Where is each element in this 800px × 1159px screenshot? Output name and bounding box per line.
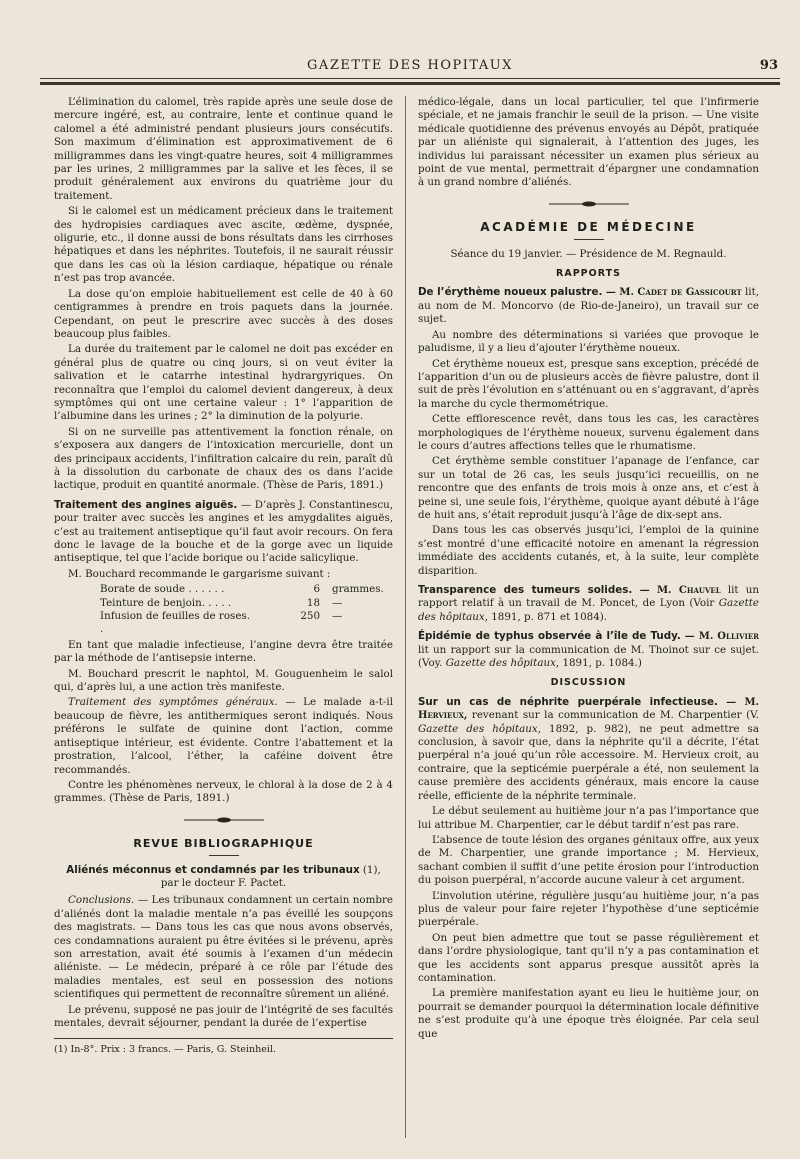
article-author: — M. Ollivier [680, 631, 759, 643]
subsection-title-rapports: RAPPORTS [556, 268, 621, 280]
footnote: (1) In-8°. Prix : 3 francs. — Paris, G. Steinheil. [54, 1044, 276, 1056]
paragraph: On peut bien admettre que tout se passe régulièrement et dans l’ordre physiologique, tant qu’il n’y a pas contamination et que les accidents sont apparus presque aussitôt après la contamination. [418, 931, 759, 984]
article-text: lit un rapport relatif à un travail de M. Poncet, de Lyon (Voir [418, 584, 759, 610]
journal-citation: Gazette des hôpitaux [445, 657, 556, 670]
article-title: De l’érythème noueux palustre. [418, 286, 603, 299]
book-author: par le docteur F. Pactet. [160, 876, 287, 889]
article-angines [54, 499, 393, 566]
article-text: lit un rapport sur la communication de M. Thoinot sur ce sujet. (Voy. [418, 643, 759, 670]
paragraph: En tant que maladie infectieuse, l’angine devra être traitée par la méthode de l’antisepsie interne. [54, 638, 393, 665]
italic-lead: Traitement des symptômes généraux. [68, 696, 278, 709]
article-title: Épidémie de typhus observée à l’île de Tudy. [418, 630, 681, 643]
article-author: — M. Hervieux, [418, 696, 759, 722]
section-title-revue: REVUE BIBLIOGRAPHIQUE [133, 837, 314, 851]
gargarism-recipe [100, 583, 393, 637]
article-text: , 1892, p. 982), ne peut admettre sa conclusion, à savoir que, dans la néphrite qu’il a décrite, l’état puerpéral n’a joué qu’un rôle accessoire. M. Hervieux croit, au contraire, que la septicémie puerpérale a été, non seulement la cause première des accidents généraux, mais encore la cause réelle, efficiente de la néphrite terminale. [418, 722, 759, 802]
paragraph: M. Bouchard recommande le gargarisme suivant : [68, 567, 331, 580]
paragraph [54, 894, 393, 1001]
paragraph: Au nombre des déterminations si variées que provoque le paludisme, il y a lieu d’ajouter l’érythème noueux. [418, 328, 759, 355]
ingredient-unit: grammes. [332, 583, 384, 596]
ingredient-unit: — [332, 610, 343, 623]
journal-citation: Gazette des hôpitaux [418, 597, 759, 623]
paragraph: Cet érythème noueux est, presque sans exception, précédé de l’apparition d’un ou de plusieurs accès de fièvre palustre, dont il suit de près l’évolution en s’atténuant ou en s’aggravant, d’après la marche du cycle thermométrique. [418, 357, 759, 410]
paragraph-text: — Les tribunaux condamnent un certain nombre d’aliénés dont la maladie mentale n’a pas éveillé les soupçons des magistrats. — Dans tous les cas que nous avons observés, ces condamnations auraient pu être évitées si le prévenu, après son arrestation, avait été soumis à l’examen d’un médecin aliéniste. — Le médecin, préparé à ce rôle par l’étude des maladies mentales, est seul en possession des notions scientifiques qui permettent de reconnaître sûrement un aliéné. [54, 894, 393, 1001]
paragraph: médico-légale, dans un local particulier, tel que l’infirmerie spéciale, et ne jamais franchir le seuil de la prison. — Une visite médicale quotidienne des prévenus envoyés au Dépôt, pratiquée par un aliéniste qui signalerait, à l’attention des juges, les individus lui paraissant nécessiter un examen plus sérieux au point de vue mental, permettrait d’épargner une condamnation à un grand nombre d’aliénés. [418, 96, 759, 189]
paragraph: La durée du traitement par le calomel ne doit pas excéder en général plus de quatre ou cinq jours, si on veut éviter la salivation et le catarrhe intestinal hydrargyriques. On reconnaîtra que l’emploi du calomel devient dangereux, à deux symptômes qui ont une certaine valeur : 1° l’apparition de l’albumine dans les urines ; 2° la diminution de la polyurie. [54, 343, 393, 423]
article-author: — M. Cadet de Gassicourt [602, 287, 742, 299]
paragraph [54, 696, 393, 776]
paragraph: Cette efflorescence revêt, dans tous les cas, les caractères morphologiques de l’érythème noueux, survenu également dans le cours d’autres affections telles que le rhumatisme. [418, 413, 759, 452]
session-line: Séance du 19 janvier. — Présidence de M. Regnauld. [450, 247, 727, 260]
recipe-row [100, 597, 393, 610]
header-rule-thick [40, 82, 780, 85]
page-header [40, 58, 780, 80]
page-number: 93 [759, 58, 778, 73]
article-text: , 1891, p. 1084.) [555, 657, 642, 670]
ingredient-quantity: 18 [306, 596, 320, 609]
footnote-rule [54, 1038, 393, 1039]
ingredient-name: Borate de soude . . . . . . [100, 583, 225, 596]
paragraph: Le début seulement au huitième jour n’a pas l’importance que lui attribue M. Charpentier, car le début tardif n’est pas rare. [418, 805, 759, 831]
article-text: , 1891, p. 871 et 1084). [484, 610, 608, 623]
book-review-heading [54, 864, 393, 891]
paragraph: Contre les phénomènes nerveux, le chloral à la dose de 2 à 4 grammes. (Thèse de Paris, 1891.) [54, 778, 393, 805]
paragraph: L’involution utérine, régulière jusqu’au huitième jour, n’a pas plus de valeur pour faire rejeter l’hypothèse d’une septicémie puerpérale. [418, 889, 759, 929]
book-title: Aliénés méconnus et condamnés par les tribunaux [66, 863, 360, 876]
article-typhus [418, 630, 759, 670]
section-ornament [54, 814, 393, 827]
footnote-ref: (1), [359, 863, 381, 876]
italic-lead: Conclusions. [68, 894, 135, 907]
paragraph: La dose qu’on emploie habituellement est celle de 40 à 60 centigrammes à prendre en trois paquets dans la journée. Cependant, on peut le prescrire avec succès à des doses beaucoup plus faibles. [54, 287, 393, 340]
short-rule [574, 239, 604, 240]
ingredient-name: Infusion de feuilles de roses. . [100, 610, 250, 636]
ornament-rule-icon [549, 201, 629, 207]
paragraph: M. Bouchard prescrit le naphtol, M. Gouguenheim le salol qui, d’après lui, a une action très manifeste. [54, 667, 393, 694]
recipe-row [100, 610, 393, 637]
section-ornament [418, 198, 759, 211]
article-title: Transparence des tumeurs solides. [418, 584, 633, 596]
paragraph: Si on ne surveille pas attentivement la fonction rénale, on s’exposera aux dangers de l’intoxication mercurielle, dont un des principaux accidents, l’infiltration calcaire du rein, paraît dû à la dissolution du carbonate de chaux des os dans l’acide lactique, produit en quantité anormale. (Thèse de Paris, 1891.) [54, 425, 393, 492]
paragraph: L’absence de toute lésion des organes génitaux offre, aux yeux de M. Charpentier, une grande importance ; M. Hervieux, sachant combien il suffit d’une petite érosion pour l’introduction du poison puerpéral, n’accorde aucune valeur à cet argument. [418, 833, 759, 887]
ornament-rule-icon [184, 817, 264, 823]
paragraph: L’élimination du calomel, très rapide après une seule dose de mercure ingéré, est, au contraire, lente et continue quand le calomel a été administré pendant plusieurs jours consécutifs. Son maximum d’élimination est approximativement de 6 milligrammes dans les vingt-quatre heures, soit 4 milligrammes par les urines, 2 milligrammes par la salive et les fèces, il se produit généralement aux environs du quatrième jour du traitement. [54, 96, 393, 202]
ingredient-name: Teinture de benjoin. . . . . [100, 596, 232, 609]
article-title: Traitement des angines aiguës. [54, 498, 238, 511]
ingredient-quantity: 6 [313, 583, 320, 596]
journal-citation: Gazette des hôpitaux [418, 722, 538, 735]
article-erytheme [418, 286, 759, 326]
header-rule [40, 78, 780, 79]
paragraph: Dans tous les cas observés jusqu’ici, l’emploi de la quinine s’est montré d’une efficacité notoire en amenant la régression immédiate des accidents cutanés, et, à la suite, leur complète disparition. [418, 524, 759, 577]
right-column [418, 96, 759, 1135]
paragraph-text: — Le malade a-t-il beaucoup de fièvre, les antithermiques seront indiqués. Nous préférons le sulfate de quinine dont l’action, comme antiseptique intérieur, est évidente. Contre l’abattement et la prostration, l’alcool, l’éther, la caféine doivent être recommandés. [54, 696, 393, 776]
article-transparence [418, 584, 759, 624]
article-title: Sur un cas de néphrite puerpérale infectieuse. [418, 695, 718, 708]
paragraph: Le prévenu, supposé ne pas jouir de l’intégrité de ses facultés mentales, devrait séjourner, pendant la durée de l’expertise [54, 1003, 393, 1029]
column-separator [405, 96, 406, 1138]
left-column [54, 96, 393, 1135]
paragraph: Cet érythème semble constituer l’apanage de l’enfance, car sur un total de 26 cas, les seuls jusqu’ici recueillis, on ne rencontre que des enfants de trois mois à onze ans, et c’est à peine si, une seule fois, l’érythème, quoique ayant débuté à l’âge de huit ans, s’était reproduit jusqu’à l’âge de dix-sept ans. [418, 455, 759, 521]
section-title-academie: ACADÉMIE DE MÉDECINE [480, 220, 697, 235]
ingredient-unit: — [332, 596, 343, 609]
subsection-title-discussion: DISCUSSION [550, 677, 627, 689]
running-title: GAZETTE DES HOPITAUX [307, 58, 513, 73]
article-nephrite [418, 696, 759, 803]
paragraph: Si le calomel est un médicament précieux dans le traitement des hydropisies cardiaques avec ascite, œdème, dyspnée, oligurie, etc., il donne aussi de bons résultats dans les cirrhoses hépatiques et dans les néphrites. Toutefois, il ne saurait réussir que dans les cas où la lésion cardiaque, hépatique ou rénale n’est pas trop avancée. [54, 205, 393, 285]
paragraph: La première manifestation ayant eu lieu le huitième jour, on pourrait se demander pourquoi la détermination locale définitive ne s’est produite qu’à une époque très éloignée. Par cela seul que [418, 987, 759, 1040]
short-rule [209, 855, 239, 856]
ingredient-quantity: 250 [300, 610, 320, 623]
article-text: lit, au nom de M. Moncorvo (de Rio-de-Janeiro), un travail sur ce sujet. [418, 286, 759, 326]
article-text: revenant sur la communication de M. Charpentier (V. [467, 709, 759, 722]
recipe-row [100, 583, 393, 596]
article-author: — M. Chauvel [632, 585, 721, 596]
article-text: — D’après J. Constantinescu, pour traiter avec succès les angines et les amygdalites aiguës, c’est au traitement antiseptique qu’il faut avoir recours. On fera donc le lavage de la bouche et de la gorge avec un liquide antiseptique, tel que l’acide borique ou l’acide salicylique. [54, 498, 393, 565]
